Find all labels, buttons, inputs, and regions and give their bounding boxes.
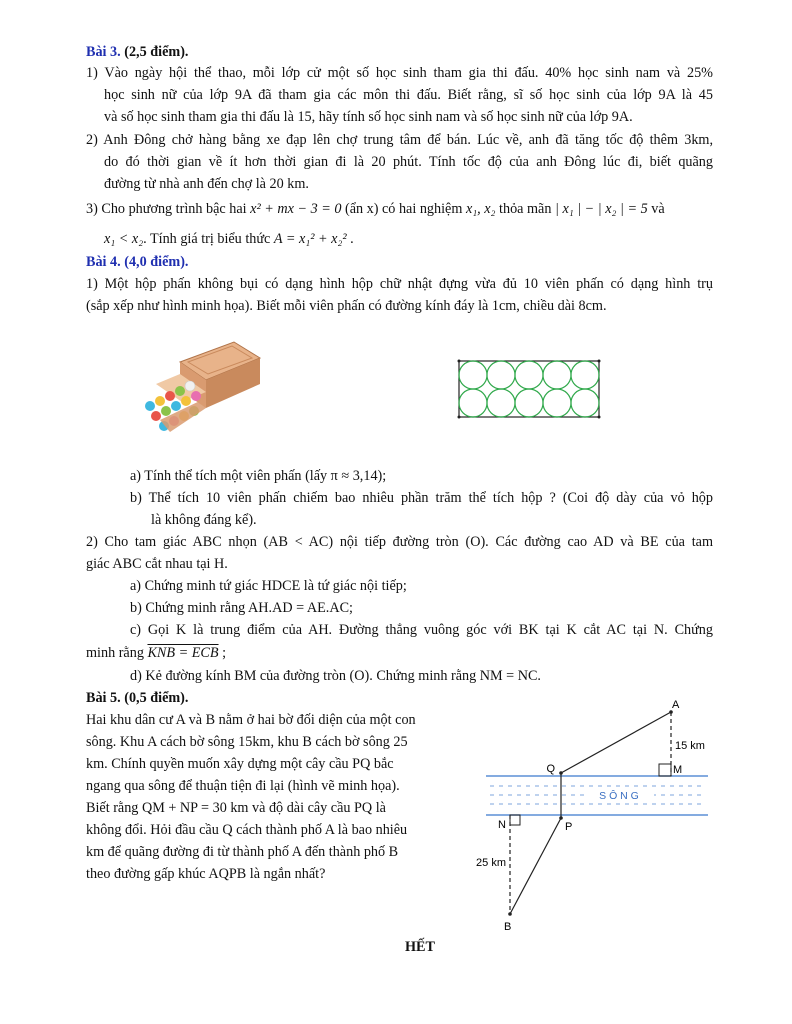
bai3-p3-text-a: 3) Cho phương trình bậc hai	[86, 201, 251, 217]
bai3-p1-line1: 1) Vào ngày hội thể thao, mỗi lớp cử một số học sinh tham gia thi đấu. 40% học sinh nam và 25%	[86, 65, 713, 81]
distance-label-a: 15 km	[675, 740, 705, 752]
bai4-points: (4,0 điểm).	[120, 254, 189, 270]
segment-pb	[510, 818, 561, 914]
bai4-p2-c-angle-equation: KNB = ECB	[147, 645, 219, 661]
bai4-p2-line1: 2) Cho tam giác ABC nhọn (AB < AC) nội tiếp đường tròn (O). Các đường cao AD và BE của tam	[86, 534, 713, 550]
bai4-question-b-line2: là không đáng kể).	[151, 512, 257, 528]
label-a: A	[672, 699, 680, 711]
bai5-heading: Bài 5. (0,5 điểm).	[86, 690, 189, 706]
bai3-p3-text-d: và	[647, 201, 665, 217]
chalk-box-illustration	[140, 340, 262, 440]
bai3-p3-roots: x₁, x₂	[465, 201, 496, 217]
distance-label-b: 25 km	[476, 857, 506, 869]
bai4-question-a: a) Tính thể tích một viên phấn (lấy π ≈ 3,14);	[130, 468, 387, 484]
bai3-p2-line3: đường từ nhà anh đến chợ là 20 km.	[104, 176, 309, 192]
river-bridge-diagram	[466, 696, 716, 936]
bai3-p2-line1: 2) Anh Đông chở hàng bằng xe đạp lên chợ trung tâm để bán. Lúc về, anh đã tăng tốc độ thêm 3km,	[86, 132, 713, 148]
river-label: S Ô N G	[599, 790, 639, 802]
bai5-line-3: km. Chính quyền muốn xây dựng một cây cầu PQ bắc	[86, 756, 394, 772]
bai5-line-8: theo đường gấp khúc AQPB là ngắn nhất?	[86, 866, 326, 882]
bai4-question-b-line1: b) Thể tích 10 viên phấn chiếm bao nhiêu phần trăm thể tích hộp ? (Coi độ dày của vỏ hộp	[130, 490, 713, 506]
bai4-p2-c-line1: c) Gọi K là trung điểm của AH. Đường thẳng vuông góc với BK tại K cắt AC tại N. Chứng	[130, 622, 713, 638]
bai4-p2-d: d) Kẻ đường kính BM của đường tròn (O). Chứng minh rằng NM = NC.	[130, 668, 541, 684]
bai4-heading	[86, 252, 188, 272]
chalk-circles	[459, 361, 599, 417]
bai4-p2-c-text: minh rằng	[86, 645, 148, 661]
bai4-p2-line2: giác ABC cắt nhau tại H.	[86, 556, 228, 572]
bai4-p2-c-end: ;	[218, 645, 227, 661]
right-angle-m	[659, 764, 671, 776]
bai3-p3-condition: | x₁ | − | x₂ | = 5	[555, 201, 648, 217]
bai3-p1-line2: học sinh nữ của lớp 9A đã tham gia các môn thi đấu. Biết rằng, sĩ số học sinh của lớp 9A là 45	[104, 87, 713, 103]
bai4-p1-line1: 1) Một hộp phấn không bụi có dạng hình hộp chữ nhật đựng vừa đủ 10 viên phấn có dạng hình trụ	[86, 276, 713, 292]
bai5-line-4: ngang qua sông để thuận tiện đi lại (hình vẽ minh họa).	[86, 778, 400, 794]
bai3-p3-text-c: thỏa mãn	[495, 201, 555, 217]
bai3-p1-line3: và số học sinh tham gia thi đấu là 15, hãy tính số học sinh nam và số học sinh nữ của lớp 9A.	[104, 109, 633, 125]
bai3-p2-line2: do đó thời gian về ít hơn thời gian đi là 20 phút. Tính tốc độ của anh Đông lúc đi, biết quãng	[104, 154, 713, 170]
right-angle-n	[510, 815, 520, 825]
bai3-p3-line2	[104, 229, 354, 249]
bai5-line-5: Biết rằng QM + NP = 30 km và độ dài cây cầu PQ là	[86, 800, 386, 816]
label-m: M	[673, 764, 683, 776]
footer-end: HẾT	[405, 939, 435, 955]
bai3-p3-text-f: .	[346, 231, 354, 247]
label-b: B	[504, 921, 512, 933]
chalk-top-view-diagram	[456, 358, 602, 420]
label-q: Q	[546, 763, 555, 775]
bai3-p3-line1	[86, 199, 665, 219]
label-p: P	[565, 821, 573, 833]
bai3-heading	[86, 42, 188, 62]
bai3-p3-text-e: . Tính giá trị biểu thức	[143, 231, 274, 247]
bai3-p3-text-b: (ẩn x) có hai nghiệm	[341, 201, 466, 217]
bai4-p2-c-line2	[86, 643, 226, 663]
bai3-title: Bài 3.	[86, 44, 121, 60]
label-n: N	[498, 819, 506, 831]
bai3-p3-equation: x² + mx − 3 = 0	[250, 201, 342, 217]
bai4-p2-a: a) Chứng minh tứ giác HDCE là tứ giác nội tiếp;	[130, 578, 407, 594]
bai3-points: (2,5 điểm).	[120, 44, 189, 60]
segment-aq	[561, 712, 671, 773]
bai5-line-7: km để quãng đường đi từ thành phố A đến thành phố B	[86, 844, 399, 860]
bai5-line-2: sông. Khu A cách bờ sông 15km, khu B cách bờ sông 25	[86, 734, 408, 750]
bai5-line-1: Hai khu dân cư A và B nằm ở hai bờ đối diện của một con	[86, 712, 416, 728]
bai4-title: Bài 4.	[86, 254, 121, 270]
bai3-p3-inequality: x₁ < x₂	[104, 231, 144, 247]
bai3-p3-expression: A = x₁² + x₂²	[273, 231, 347, 247]
bai5-line-6: không đổi. Hỏi đầu cầu Q cách thành phố A là bao nhiêu	[86, 822, 408, 838]
bai4-p2-b: b) Chứng minh rằng AH.AD = AE.AC;	[130, 600, 353, 616]
bai4-p1-line2: (sắp xếp như hình minh họa). Biết mỗi viên phấn có đường kính đáy là 1cm, chiều dài 8cm.	[86, 298, 607, 314]
